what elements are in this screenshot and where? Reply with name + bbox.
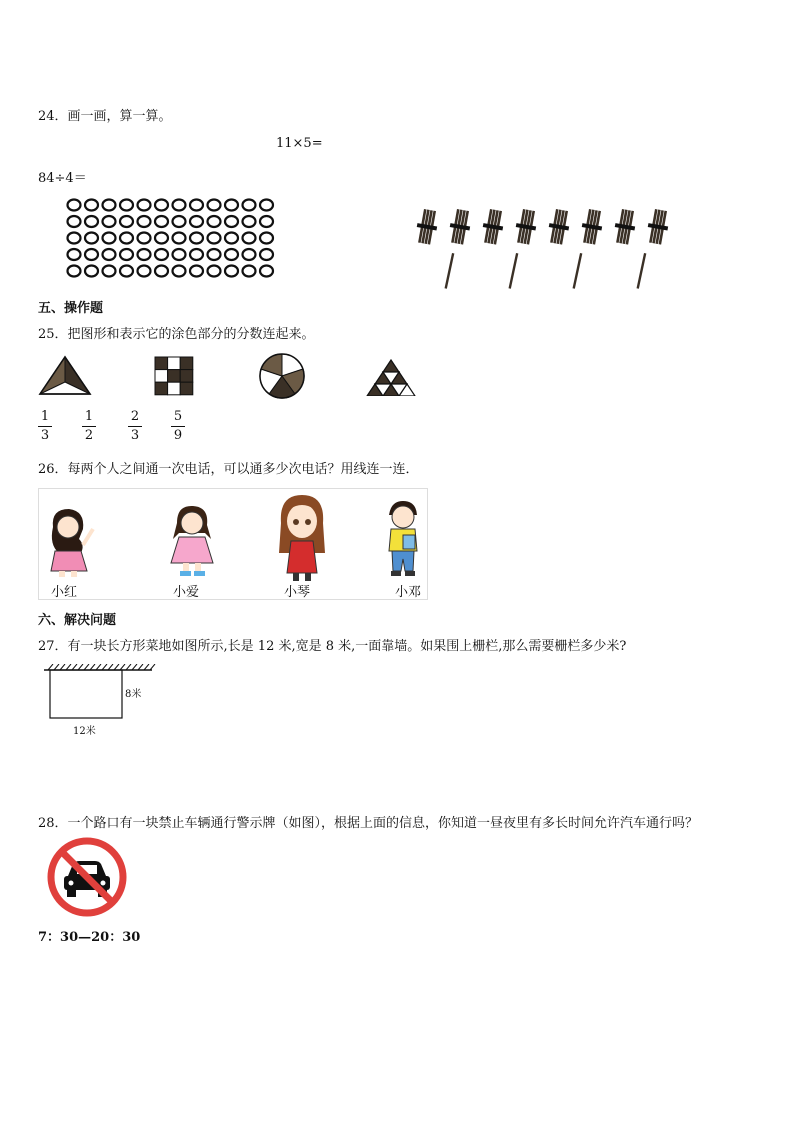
single-stick	[509, 253, 519, 289]
shaded-triangle-shape	[38, 354, 92, 396]
q24-title: 24．画一画，算一算。	[38, 109, 172, 124]
stick-bundle	[513, 208, 539, 245]
child-xiaoai-figure	[165, 503, 221, 579]
plot-length-label: 12米	[73, 726, 96, 737]
fraction-numerator: 1	[40, 409, 50, 424]
q24-equation-2: 84÷4＝	[38, 171, 87, 186]
shaded-circle-shape	[258, 352, 306, 400]
fraction-numerator: 2	[130, 409, 140, 424]
no-vehicle-sign	[46, 836, 128, 918]
q26-title: 26．每两个人之间通一次电话，可以通多少次电话？用线连一连．	[38, 462, 419, 477]
child-xiaodeng-figure	[383, 499, 423, 581]
fraction-numerator: 5	[173, 409, 183, 424]
child-name-xiaoqin: 小琴	[284, 585, 311, 600]
fraction-one-third	[38, 409, 52, 444]
child-name-xiaohong: 小红	[51, 585, 78, 600]
children-figure-panel	[38, 488, 428, 600]
child-name-xiaodeng: 小邓	[395, 585, 422, 600]
fraction-two-thirds	[128, 409, 142, 444]
child-name-xiaoai: 小爱	[173, 585, 200, 600]
fraction-numerator: 1	[84, 409, 94, 424]
single-stick	[573, 253, 583, 289]
fraction-five-ninths	[171, 409, 185, 444]
fraction-denominator: 3	[40, 428, 50, 443]
shaded-square-grid-shape	[154, 356, 194, 396]
q27-title: 27．有一块长方形菜地如图所示,长是 12 米,宽是 8 米,一面靠墙。如果围上栅栏,那么需要栅栏多少米?	[38, 639, 627, 654]
stick-bundle	[546, 208, 572, 245]
stick-bundle	[447, 208, 473, 245]
stick-bundle	[579, 208, 605, 245]
fraction-denominator: 2	[84, 428, 94, 443]
section-6-heading: 六、解决问题	[38, 613, 117, 628]
allowed-time-range: 7：30—20：30	[38, 930, 141, 945]
stick-bundles-figure	[412, 203, 682, 295]
q25-title: 25．把图形和表示它的涂色部分的分数连起来。	[38, 327, 315, 342]
stick-bundle	[480, 208, 506, 245]
fraction-one-half	[82, 409, 96, 444]
shaded-triangle-grid-shape	[366, 358, 416, 396]
q28-title: 28．一个路口有一块禁止车辆通行警示牌（如图），根据上面的信息，你知道一昼夜里有多长时间允许汽车通行吗？	[38, 816, 699, 831]
child-xiaoqin-figure	[275, 493, 329, 583]
circle-grid	[60, 193, 280, 283]
fraction-denominator: 9	[173, 428, 183, 443]
single-stick	[445, 253, 455, 289]
stick-bundle	[645, 208, 671, 245]
fraction-denominator: 3	[130, 428, 140, 443]
plot-width-label: 8米	[125, 689, 142, 700]
single-stick	[637, 253, 647, 289]
stick-bundle	[414, 208, 440, 245]
section-5-heading: 五、操作题	[38, 301, 104, 316]
q24-equation-1: 11×5=	[276, 136, 323, 151]
child-xiaohong-figure	[43, 505, 99, 579]
stick-bundle	[612, 208, 638, 245]
